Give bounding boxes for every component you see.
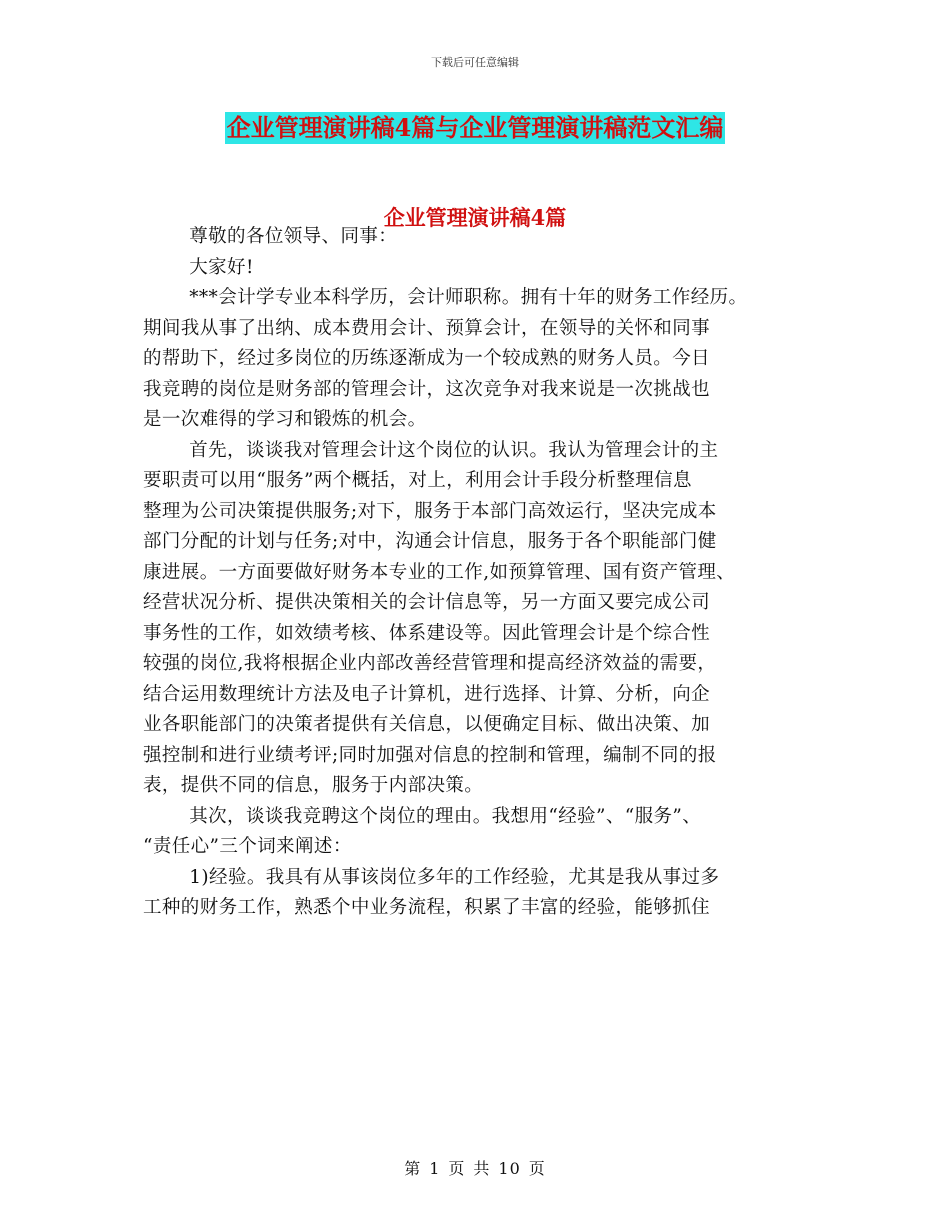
paragraph bbox=[143, 863, 823, 924]
paragraph-line: 康进展。一方面要做好财务本专业的工作,如预算管理、国有资产管理、 bbox=[143, 561, 736, 583]
footer-page-word: 页 bbox=[448, 1159, 466, 1178]
document-body bbox=[143, 222, 823, 924]
paragraph bbox=[143, 802, 823, 863]
footer-suffix: 页 bbox=[528, 1159, 546, 1178]
paragraph-line: 是一次难得的学习和锻炼的机会。 bbox=[143, 409, 427, 430]
paragraph bbox=[143, 222, 823, 253]
paragraph-line: 尊敬的各位领导、同事： bbox=[189, 226, 398, 247]
paragraph-line: 较强的岗位,我将根据企业内部改善经营管理和提高经济效益的需要， bbox=[143, 653, 717, 674]
paragraph-line: 强控制和进行业绩考评;同时加强对信息的控制和管理，编制不同的报 bbox=[143, 744, 717, 766]
paragraph-line: ***会计学专业本科学历，会计师职称。拥有十年的财务工作经历。 bbox=[189, 287, 748, 308]
paragraph-line: 业各职能部门的决策者提供有关信息，以便确定目标、做出决策、加 bbox=[143, 714, 711, 735]
footer-total-prefix: 共 bbox=[473, 1159, 491, 1178]
paragraph-line: 要职责可以用“服务”两个概括，对上，利用会计手段分析整理信息 bbox=[143, 470, 692, 491]
footer-current-page: 1 bbox=[429, 1159, 441, 1178]
paragraph-line: “责任心”三个词来阐述： bbox=[143, 836, 352, 857]
paragraph-line: 表，提供不同的信息，服务于内部决策。 bbox=[143, 775, 484, 796]
page-header-note: 下载后可任意编辑 bbox=[431, 56, 519, 69]
paragraph-line: 大家好! bbox=[189, 256, 254, 278]
paragraph-line: 部门分配的计划与任务;对中，沟通会计信息，服务于各个职能部门健 bbox=[143, 531, 717, 552]
paragraph-line: 期间我从事了出纳、成本费用会计、预算会计，在领导的关怀和同事 bbox=[143, 317, 711, 339]
page-footer bbox=[0, 1156, 950, 1179]
paragraph-line: 事务性的工作，如效绩考核、体系建设等。因此管理会计是个综合性 bbox=[143, 622, 711, 644]
paragraph-line: 整理为公司决策提供服务;对下，服务于本部门高效运行，坚决完成本 bbox=[143, 500, 717, 522]
paragraph bbox=[143, 253, 823, 284]
section-title: 企业管理演讲稿4篇 bbox=[383, 205, 567, 230]
paragraph-line: 我竞聘的岗位是财务部的管理会计，这次竞争对我来说是一次挑战也 bbox=[143, 378, 711, 400]
paragraph bbox=[143, 436, 823, 802]
footer-total-pages: 10 bbox=[498, 1159, 521, 1178]
paragraph-line: 的帮助下，经过多岗位的历练逐渐成为一个较成熟的财务人员。今日 bbox=[143, 348, 711, 369]
paragraph bbox=[143, 283, 823, 436]
document-title: 企业管理演讲稿4篇与企业管理演讲稿范文汇编 bbox=[226, 113, 724, 142]
paragraph-line: 结合运用数理统计方法及电子计算机，进行选择、计算、分析，向企 bbox=[143, 683, 711, 705]
paragraph-line: 工种的财务工作，熟悉个中业务流程，积累了丰富的经验，能够抓住 bbox=[143, 897, 711, 918]
paragraph-line: 其次，谈谈我竞聘这个岗位的理由。我想用“经验”、“服务”、 bbox=[189, 805, 702, 827]
footer-prefix: 第 bbox=[404, 1159, 422, 1178]
paragraph-line: 首先，谈谈我对管理会计这个岗位的认识。我认为管理会计的主 bbox=[189, 439, 719, 461]
document-title-wrapper bbox=[0, 112, 950, 144]
paragraph-line: 1)经验。我具有从事该岗位多年的工作经验，尤其是我从事过多 bbox=[189, 866, 720, 888]
paragraph-line: 经营状况分析、提供决策相关的会计信息等，另一方面又要完成公司 bbox=[143, 592, 711, 613]
